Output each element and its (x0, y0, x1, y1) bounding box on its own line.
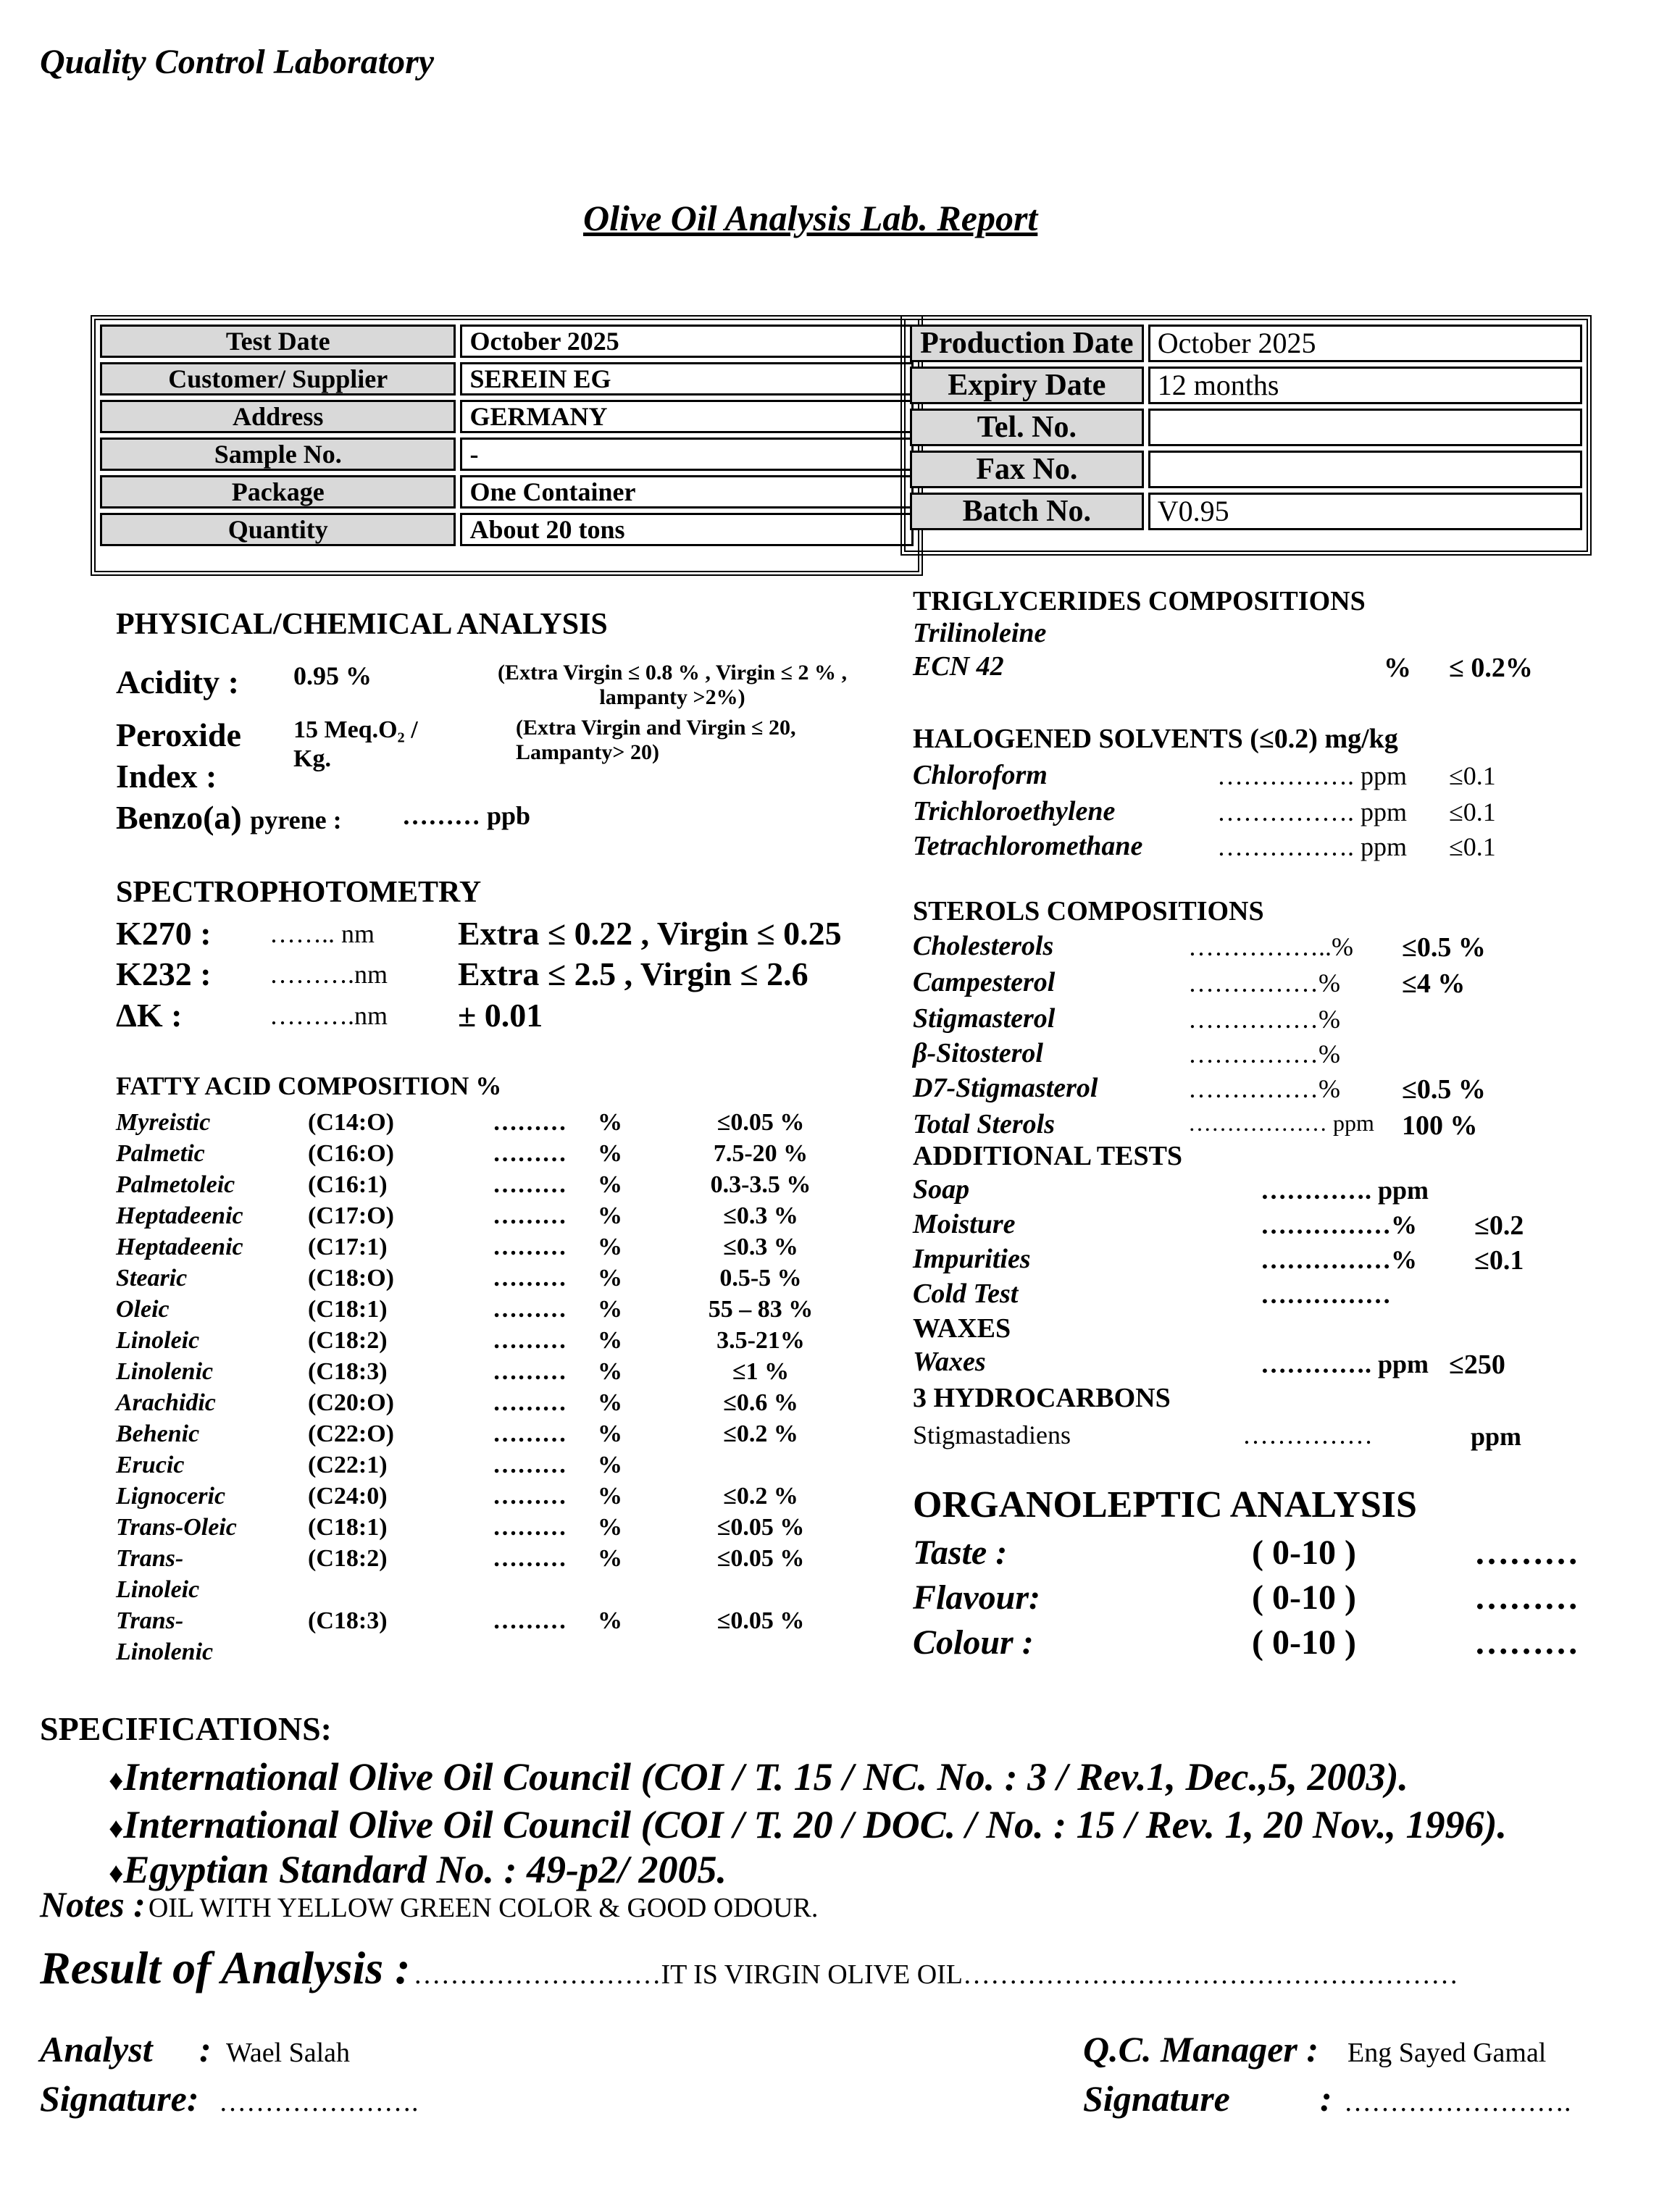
halogened-name: Tetrachloromethane (913, 831, 1143, 861)
info-row (910, 451, 1582, 488)
notes-label: Notes : (40, 1884, 146, 1925)
info-label: Sample No. (100, 438, 456, 471)
fatty-acid-name (116, 1200, 308, 1231)
diamond-bullet-icon: ♦ (109, 1812, 124, 1844)
sterol-name: β-Sitosterol (913, 1038, 1043, 1068)
info-label: Expiry Date (910, 367, 1144, 404)
fatty-acid-unit: % (598, 1265, 622, 1292)
fatty-acid-name-text: Trans- (116, 1607, 184, 1634)
sterol-name: Cholesterols (913, 931, 1054, 961)
analyst-name: Wael Salah (226, 2038, 351, 2068)
fatty-acid-title: FATTY ACID COMPOSITION % (116, 1071, 502, 1100)
additional-test-value: ……………% (1261, 1210, 1417, 1239)
organoleptic-range: ( 0-10 ) (1252, 1578, 1356, 1617)
halogened-title: HALOGENED SOLVENTS (≤0.2) mg/kg (913, 724, 1398, 754)
spectro-section-title: SPECTROPHOTOMETRY (116, 876, 482, 909)
info-label: Customer/ Supplier (100, 362, 456, 396)
sterol-name: Campesterol (913, 967, 1056, 997)
info-value: V0.95 (1148, 493, 1582, 530)
halogened-limit: ≤0.1 (1449, 798, 1496, 827)
specification-text: Egyptian Standard No. : 49-p2/ 2005. (123, 1848, 727, 1891)
halogened-limit: ≤0.1 (1449, 832, 1496, 861)
info-value: 12 months (1148, 367, 1582, 404)
fatty-acid-row (116, 1512, 833, 1543)
analyst-colon: : (199, 2029, 212, 2070)
result-line (40, 1941, 1458, 1995)
notes-text: OIL WITH YELLOW GREEN COLOR & GOOD ODOUR. (148, 1893, 819, 1923)
fatty-acid-dots: ……… (493, 1140, 567, 1167)
trilinoleine-label: Trilinoleine (913, 618, 1047, 648)
info-row (910, 409, 1582, 446)
fatty-acid-row (116, 1294, 833, 1325)
report-title: Olive Oil Analysis Lab. Report (583, 198, 1038, 238)
waxes-value: …………. ppm (1261, 1349, 1429, 1378)
info-label: Package (100, 475, 456, 509)
specifications-title: SPECIFICATIONS: (40, 1710, 332, 1747)
hydrocarbons-title: 3 HYDROCARBONS (913, 1383, 1171, 1413)
fatty-acid-limit: ≤0.6 % (723, 1389, 798, 1416)
info-label: Production Date (910, 325, 1144, 362)
sterol-limit: ≤0.5 % (1402, 932, 1486, 963)
info-value: One Container (460, 475, 914, 509)
additional-test-value: …………. ppm (1261, 1176, 1429, 1205)
fatty-acid-name-text: Heptadeenic (116, 1234, 243, 1260)
fatty-acid-name-text-2: Linoleic (116, 1576, 200, 1603)
fatty-acid-limit: ≤0.2 % (723, 1420, 798, 1447)
acidity-value: 0.95 % (293, 661, 372, 690)
info-row (100, 325, 914, 358)
fatty-acid-row (116, 1543, 833, 1605)
fatty-acid-row (116, 1107, 833, 1138)
fatty-acid-name (116, 1418, 308, 1449)
fatty-acid-name (116, 1481, 308, 1512)
fatty-acid-name-text-2: Linolenic (116, 1639, 214, 1665)
fatty-acid-unit: % (598, 1607, 622, 1634)
additional-test-limit: ≤0.1 (1474, 1245, 1524, 1276)
peroxide-limit-note: (Extra Virgin and Virgin ≤ 20, Lampanty> 20) (516, 716, 796, 764)
fatty-acid-code: (C24:0) (308, 1483, 388, 1510)
fatty-acid-limit: ≤0.3 % (723, 1202, 798, 1229)
sterol-value: ……………… ppm (1188, 1110, 1374, 1136)
fatty-acid-dots: ……… (493, 1296, 567, 1323)
result-text: ………………………IT IS VIRGIN OLIVE OIL……………………………………………… (413, 1959, 1459, 1990)
manager-signature-label: Signature (1083, 2078, 1230, 2119)
fatty-acid-unit: % (598, 1296, 622, 1323)
organoleptic-range: ( 0-10 ) (1252, 1623, 1356, 1662)
peroxide-label-index: Index : (116, 758, 217, 795)
sterol-name: D7-Stigmasterol (913, 1073, 1098, 1103)
fatty-acid-dots: ……… (493, 1171, 567, 1198)
analyst-signature-label: Signature: (40, 2078, 199, 2119)
info-row (100, 362, 914, 396)
organoleptic-label: Flavour: (913, 1578, 1041, 1617)
benzo-label-pyrene: pyrene : (250, 805, 342, 834)
fatty-acid-row (116, 1138, 833, 1169)
sample-info-table (91, 315, 923, 576)
fatty-acid-code: (C18:2) (308, 1327, 388, 1354)
sterol-name: Total Sterols (913, 1109, 1056, 1139)
halogened-value: ……………. ppm (1217, 832, 1408, 861)
stigmastadiens-label: Stigmastadiens (913, 1420, 1071, 1449)
fatty-acid-row (116, 1263, 833, 1294)
fatty-acid-row (116, 1605, 833, 1667)
fatty-acid-dots: ……… (493, 1607, 567, 1634)
fatty-acid-limit: 7.5-20 % (713, 1140, 808, 1167)
fatty-acid-name (116, 1231, 308, 1263)
spectro-label: K270 : (116, 915, 212, 952)
additional-test-value: ……………% (1261, 1245, 1417, 1274)
spectro-label: ΔK : (116, 997, 183, 1034)
info-label: Tel. No. (910, 409, 1144, 446)
fatty-acid-name (116, 1605, 308, 1667)
analyst-label: Analyst (40, 2029, 153, 2070)
fatty-acid-code: (C16:1) (308, 1171, 388, 1198)
fatty-acid-code: (C16:O) (308, 1140, 394, 1167)
spectro-label: K232 : (116, 955, 212, 992)
info-label: Quantity (100, 513, 456, 546)
notes-line (40, 1883, 818, 1925)
fatty-acid-row (116, 1200, 833, 1231)
halogened-value: ……………. ppm (1217, 798, 1408, 827)
fatty-acid-code: (C17:1) (308, 1234, 388, 1260)
additional-test-name: Impurities (913, 1244, 1031, 1274)
sterol-limit: ≤4 % (1402, 968, 1466, 999)
manager-label: Q.C. Manager : (1083, 2029, 1319, 2070)
fatty-acid-name (116, 1449, 308, 1481)
halogened-name: Trichloroethylene (913, 796, 1116, 827)
fatty-acid-name-text: Erucic (116, 1452, 185, 1478)
fatty-acid-dots: ……… (493, 1389, 567, 1416)
fatty-acid-dots: ……… (493, 1202, 567, 1229)
fatty-acid-code: (C20:O) (308, 1389, 394, 1416)
fatty-acid-unit: % (598, 1389, 622, 1416)
stigmastadiens-unit: ppm (1471, 1422, 1522, 1451)
fatty-acid-dots: ……… (493, 1483, 567, 1510)
organoleptic-title: ORGANOLEPTIC ANALYSIS (913, 1484, 1417, 1526)
halogened-limit: ≤0.1 (1449, 761, 1496, 790)
fatty-acid-row (116, 1449, 833, 1481)
lab-title: Quality Control Laboratory (40, 43, 435, 81)
sterol-value: ……………% (1188, 968, 1340, 997)
fatty-acid-limit (688, 1449, 833, 1481)
info-value: SEREIN EG (460, 362, 914, 396)
spectro-limit: Extra ≤ 2.5 , Virgin ≤ 2.6 (458, 955, 808, 992)
fatty-acid-code: (C22:1) (308, 1452, 388, 1478)
fatty-acid-name (116, 1263, 308, 1294)
diamond-bullet-icon: ♦ (109, 1857, 124, 1889)
ecn42-limit: ≤ 0.2% (1449, 653, 1533, 683)
info-label: Address (100, 400, 456, 433)
info-value (1148, 409, 1582, 446)
fatty-acid-limit: 55 – 83 % (708, 1296, 814, 1323)
benzo-label-wrap (116, 798, 342, 837)
benzo-value: ……… ppb (402, 801, 531, 830)
info-label: Test Date (100, 325, 456, 358)
fatty-acid-unit: % (598, 1202, 622, 1229)
fatty-acid-dots: ……… (493, 1234, 567, 1260)
fatty-acid-code: (C18:3) (308, 1358, 388, 1385)
info-value: - (460, 438, 914, 471)
diamond-bullet-icon: ♦ (109, 1764, 124, 1796)
stigmastadiens-value: …………… (1242, 1420, 1373, 1449)
specification-text: International Olive Oil Council (COI / T. 15 / NC. No. : 3 / Rev.1, Dec.,5, 2003). (123, 1755, 1408, 1799)
organoleptic-label: Taste : (913, 1533, 1008, 1572)
fatty-acid-name-text: Stearic (116, 1265, 188, 1292)
fatty-acid-name (116, 1325, 308, 1356)
fatty-acid-name (116, 1169, 308, 1200)
fatty-acid-unit: % (598, 1545, 622, 1572)
peroxide-value: 15 Meq.O₂ / Kg. (293, 716, 418, 772)
fatty-acid-name-text: Arachidic (116, 1389, 216, 1416)
fatty-acid-unit: % (598, 1327, 622, 1354)
fatty-acid-name-text: Myreistic (116, 1109, 211, 1136)
sterol-limit: 100 % (1402, 1110, 1478, 1141)
fatty-acid-dots: ……… (493, 1545, 567, 1572)
organoleptic-value: ……… (1474, 1533, 1579, 1572)
fatty-acid-row (116, 1418, 833, 1449)
sterol-limit: ≤0.5 % (1402, 1074, 1486, 1105)
additional-test-name: Moisture (913, 1209, 1016, 1239)
info-value: GERMANY (460, 400, 914, 433)
info-row (100, 438, 914, 471)
spectro-value: ……….nm (269, 1001, 388, 1030)
halogened-name: Chloroform (913, 760, 1048, 790)
organoleptic-value: ……… (1474, 1578, 1579, 1617)
info-row (910, 325, 1582, 362)
fatty-acid-row (116, 1481, 833, 1512)
organoleptic-range: ( 0-10 ) (1252, 1533, 1356, 1572)
additional-test-name: Soap (913, 1174, 970, 1205)
ecn42-label: ECN 42 (913, 651, 1004, 682)
fatty-acid-limit: ≤0.2 % (723, 1483, 798, 1510)
fatty-acid-limit: ≤0.3 % (723, 1234, 798, 1260)
sterol-value: ……………% (1188, 1074, 1340, 1103)
fatty-acid-unit: % (598, 1483, 622, 1510)
triglycerides-title: TRIGLYCERIDES COMPOSITIONS (913, 586, 1366, 616)
fatty-acid-limit: ≤0.05 % (716, 1607, 805, 1634)
manager-signature-dots: ……………………. (1344, 2087, 1571, 2117)
fatty-acid-unit: % (598, 1358, 622, 1385)
waxes-title: WAXES (913, 1313, 1011, 1344)
fatty-acid-row (116, 1387, 833, 1418)
fatty-acid-dots: ……… (493, 1358, 567, 1385)
analyst-signature-dots: …………………. (219, 2087, 419, 2117)
fatty-acid-table (116, 1107, 833, 1667)
additional-tests-title: ADDITIONAL TESTS (913, 1141, 1183, 1171)
fatty-acid-name-text: Trans- (116, 1545, 184, 1572)
fatty-acid-name (116, 1294, 308, 1325)
additional-test-value: …………… (1261, 1280, 1391, 1309)
peroxide-label: Peroxide (116, 716, 241, 753)
acidity-limit-note: (Extra Virgin ≤ 0.8 % , Virgin ≤ 2 % , lampanty >2%) (497, 661, 848, 709)
organoleptic-value: ……… (1474, 1623, 1579, 1662)
waxes-label: Waxes (913, 1347, 986, 1377)
fatty-acid-unit: % (598, 1452, 622, 1478)
benzo-label: Benzo(a) (116, 799, 251, 836)
acidity-label: Acidity : (116, 664, 239, 700)
info-value: About 20 tons (460, 513, 914, 546)
waxes-limit: ≤250 (1449, 1349, 1505, 1380)
fatty-acid-unit: % (598, 1420, 622, 1447)
fatty-acid-row (116, 1169, 833, 1200)
organoleptic-label: Colour : (913, 1623, 1034, 1662)
info-row (100, 400, 914, 433)
info-row (910, 367, 1582, 404)
ecn42-unit: % (1384, 653, 1411, 683)
fatty-acid-name-text: Heptadeenic (116, 1202, 243, 1229)
specification-text: International Olive Oil Council (COI / T. 20 / DOC. / No. : 15 / Rev. 1, 20 Nov., 1996). (123, 1803, 1507, 1846)
manager-signature-colon: : (1320, 2078, 1332, 2119)
fatty-acid-limit: ≤0.05 % (716, 1109, 805, 1136)
fatty-acid-name-text: Palmetoleic (116, 1171, 235, 1198)
fatty-acid-code: (C18:2) (308, 1545, 388, 1572)
info-value: October 2025 (460, 325, 914, 358)
production-info-table (900, 315, 1592, 556)
fatty-acid-code: (C18:3) (308, 1607, 388, 1634)
specification-item (109, 1802, 1507, 1847)
fatty-acid-code: (C18:O) (308, 1265, 394, 1292)
additional-test-name: Cold Test (913, 1279, 1019, 1309)
additional-test-limit: ≤0.2 (1474, 1210, 1524, 1241)
info-row (100, 513, 914, 546)
info-label: Batch No. (910, 493, 1144, 530)
info-value (1148, 451, 1582, 488)
fatty-acid-name (116, 1387, 308, 1418)
fatty-acid-name (116, 1107, 308, 1138)
fatty-acid-name (116, 1356, 308, 1387)
info-row (910, 493, 1582, 530)
fatty-acid-code: (C17:O) (308, 1202, 394, 1229)
fatty-acid-code: (C18:1) (308, 1296, 388, 1323)
fatty-acid-unit: % (598, 1140, 622, 1167)
fatty-acid-row (116, 1231, 833, 1263)
fatty-acid-unit: % (598, 1234, 622, 1260)
sterols-title: STEROLS COMPOSITIONS (913, 896, 1264, 926)
fatty-acid-code: (C22:O) (308, 1420, 394, 1447)
fatty-acid-name-text: Oleic (116, 1296, 170, 1323)
fatty-acid-name (116, 1138, 308, 1169)
sterol-value: ……………% (1188, 1039, 1340, 1068)
fatty-acid-dots: ……… (493, 1327, 567, 1354)
fatty-acid-unit: % (598, 1171, 622, 1198)
fatty-acid-name (116, 1543, 308, 1605)
fatty-acid-limit: ≤0.05 % (716, 1514, 805, 1541)
manager-name: Eng Sayed Gamal (1347, 2038, 1547, 2068)
fatty-acid-limit: ≤1 % (732, 1358, 790, 1385)
result-label: Result of Analysis : (40, 1942, 411, 1993)
fatty-acid-dots: ……… (493, 1109, 567, 1136)
fatty-acid-name-text: Palmetic (116, 1140, 205, 1167)
fatty-acid-name (116, 1512, 308, 1543)
fatty-acid-limit: 3.5-21% (716, 1327, 805, 1354)
fatty-acid-name-text: Trans-Oleic (116, 1514, 237, 1541)
fatty-acid-limit: ≤0.05 % (716, 1545, 805, 1572)
info-label: Fax No. (910, 451, 1144, 488)
info-row (100, 475, 914, 509)
fatty-acid-dots: ……… (493, 1452, 567, 1478)
fatty-acid-code: (C18:1) (308, 1514, 388, 1541)
fatty-acid-limit: 0.3-3.5 % (710, 1171, 811, 1198)
spectro-value: …….. nm (269, 919, 375, 948)
spectro-limit: ± 0.01 (458, 997, 543, 1034)
spectro-value: ……….nm (269, 960, 388, 989)
specification-item (109, 1754, 1408, 1799)
sterol-name: Stigmasterol (913, 1003, 1056, 1034)
fatty-acid-dots: ……… (493, 1420, 567, 1447)
info-value: October 2025 (1148, 325, 1582, 362)
fatty-acid-row (116, 1356, 833, 1387)
fatty-acid-code: (C14:O) (308, 1109, 394, 1136)
physical-section-title: PHYSICAL/CHEMICAL ANALYSIS (116, 608, 608, 641)
halogened-value: ……………. ppm (1217, 761, 1408, 790)
spectro-limit: Extra ≤ 0.22 , Virgin ≤ 0.25 (458, 915, 842, 952)
fatty-acid-unit: % (598, 1514, 622, 1541)
fatty-acid-dots: ……… (493, 1265, 567, 1292)
sterol-value: ……………..% (1188, 932, 1353, 961)
fatty-acid-row (116, 1325, 833, 1356)
fatty-acid-unit: % (598, 1109, 622, 1136)
fatty-acid-name-text: Linolenic (116, 1358, 214, 1385)
fatty-acid-name-text: Behenic (116, 1420, 200, 1447)
fatty-acid-limit: 0.5-5 % (719, 1265, 802, 1292)
sterol-value: ……………% (1188, 1005, 1340, 1034)
fatty-acid-name-text: Lignoceric (116, 1483, 226, 1510)
fatty-acid-dots: ……… (493, 1514, 567, 1541)
fatty-acid-name-text: Linoleic (116, 1327, 200, 1354)
